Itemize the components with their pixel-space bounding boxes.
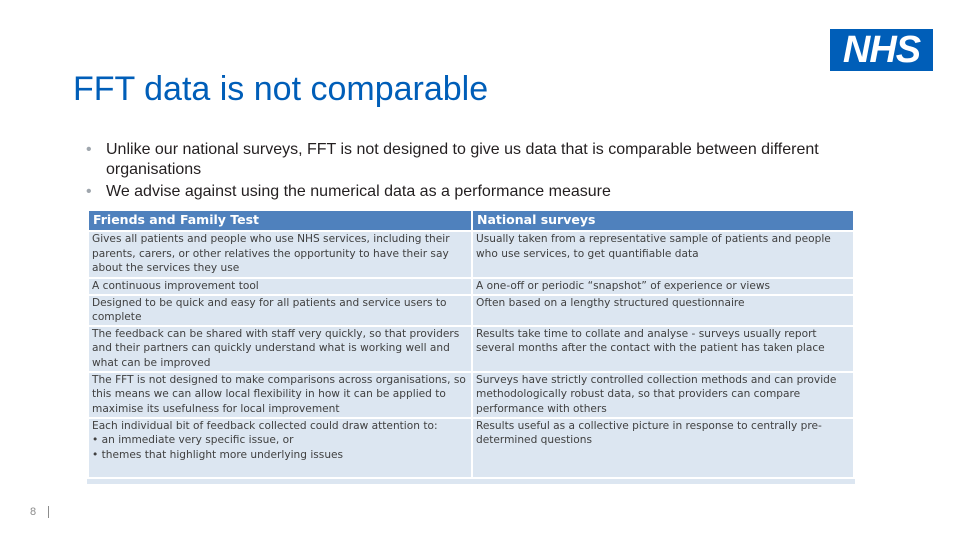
- table-cell: Often based on a lengthy structured questionnaire: [472, 295, 854, 326]
- table-cell: [88, 418, 472, 478]
- table-subitem: • themes that highlight more underlying issues: [92, 448, 344, 461]
- table-row: [88, 372, 854, 418]
- table-cell: A one-off or periodic “snapshot” of experience or views: [472, 278, 854, 295]
- table-cell-text: Each individual bit of feedback collected could draw attention to:: [92, 419, 438, 432]
- table-cell: The feedback can be shared with staff very quickly, so that providers and their partners can quickly understand what is working well and what can be improved: [88, 326, 472, 372]
- table-cell: Results useful as a collective picture in response to centrally pre-determined questions: [472, 418, 854, 478]
- table-subitem: • an immediate very specific issue, or: [92, 434, 294, 447]
- header-national-surveys: National surveys: [472, 210, 854, 231]
- table-cell: A continuous improvement tool: [88, 278, 472, 295]
- nhs-logo: [830, 29, 933, 71]
- table-cell: Usually taken from a representative sample of patients and people who use services, to get quantifiable data: [472, 231, 854, 278]
- table-row: [88, 231, 854, 278]
- table-cell: Designed to be quick and easy for all patients and service users to complete: [88, 295, 472, 326]
- nhs-logo-text: NHS: [842, 29, 921, 71]
- table-cell: Gives all patients and people who use NHS services, including their parents, carers, or other relatives the opportunity to have their say about the services they use: [88, 231, 472, 278]
- page-number: 8: [30, 506, 37, 518]
- slide-footer: [30, 506, 49, 518]
- comparison-table: [86, 208, 856, 485]
- bullet-text: Unlike our national surveys, FFT is not designed to give us data that is comparable between different organisations: [106, 141, 819, 178]
- table-row: [88, 295, 854, 326]
- header-fft: Friends and Family Test: [88, 210, 472, 231]
- bullet-item: [86, 182, 866, 202]
- page-title: FFT data is not comparable: [73, 70, 489, 108]
- bullet-item: [86, 140, 866, 180]
- bullet-dot-icon: •: [86, 183, 92, 200]
- table-cell: The FFT is not designed to make comparisons across organisations, so this means we can allow local flexibility in how it can be applied to maximise its usefulness for local improvement: [88, 372, 472, 418]
- bullet-list: [86, 140, 866, 204]
- bullet-dot-icon: •: [86, 141, 92, 158]
- table-cell: Results take time to collate and analyse - surveys usually report several months after the contact with the patient has taken place: [472, 326, 854, 372]
- table-cell: Surveys have strictly controlled collection methods and can provide methodologically robust data, so that providers can compare performance with others: [472, 372, 854, 418]
- table-row: [88, 418, 854, 478]
- table-row: [88, 326, 854, 372]
- table-header-row: [88, 210, 854, 231]
- bullet-text: We advise against using the numerical data as a performance measure: [106, 183, 611, 200]
- table-row: [88, 278, 854, 295]
- footer-divider: [48, 506, 49, 518]
